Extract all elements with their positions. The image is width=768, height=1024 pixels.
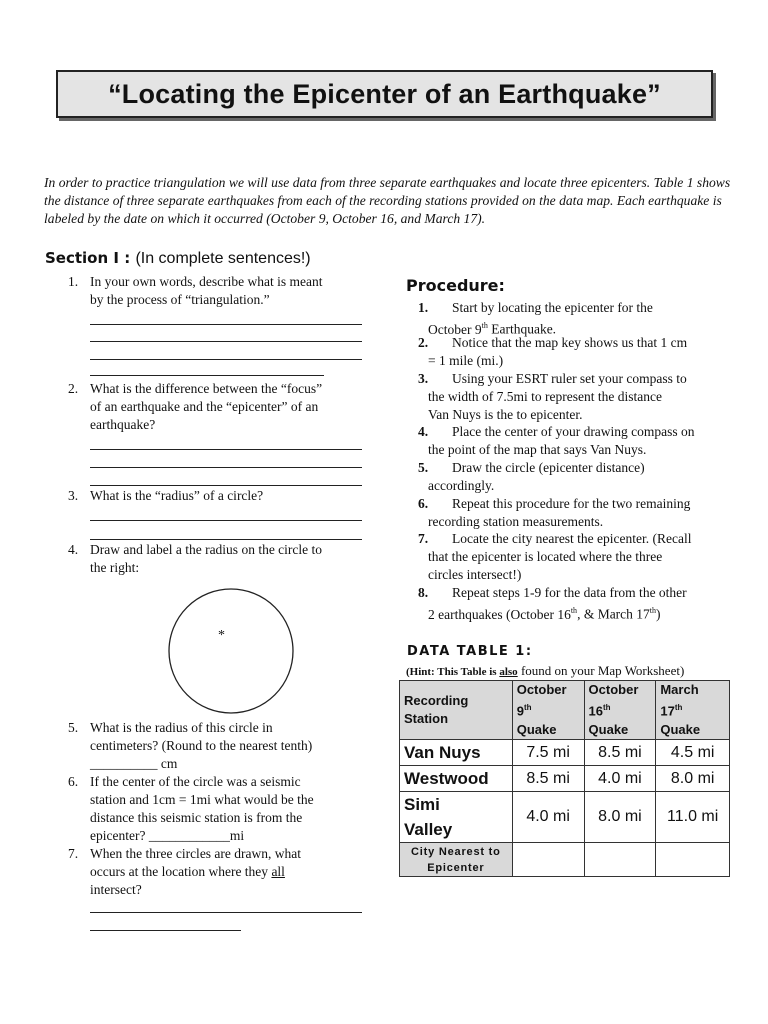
question-text: In your own words, describe what is meant by the process of “triangulation.” [90, 274, 323, 307]
question-number: 3. [68, 488, 79, 503]
header-march-17: March 17th Quake [656, 681, 730, 740]
question-number: 7. [68, 846, 79, 861]
table-row [400, 766, 730, 792]
question-number: 5. [68, 720, 79, 735]
question-number: 1. [68, 274, 79, 289]
data-table-hint: (Hint: This Table is also found on your Map Worksheet) [406, 663, 685, 678]
answer-line[interactable] [90, 359, 362, 360]
distance-cell: 7.5 mi [512, 740, 584, 766]
procedure-step-6: 6. Repeat this procedure for the two remaining recording station measurements. [418, 496, 691, 529]
question-number: 4. [68, 542, 79, 557]
question-number: 2. [68, 381, 79, 396]
table-header-row [400, 681, 730, 740]
distance-cell: 8.0 mi [656, 766, 730, 792]
answer-line[interactable] [90, 375, 324, 376]
data-table [399, 680, 730, 877]
answer-line[interactable] [90, 930, 241, 931]
question-text: When the three circles are drawn, what occurs at the location where they all intersect? [90, 846, 302, 897]
station-cell: Simi Valley [400, 792, 513, 843]
data-table-heading: DATA TABLE 1: [407, 644, 533, 659]
answer-line[interactable] [90, 912, 362, 913]
question-text: If the center of the circle was a seismic station and 1cm = 1mi what would be the distance this seismic station is from the epicenter? ____________mi [90, 774, 314, 843]
intro-paragraph: In order to practice triangulation we will use data from three separate earthquakes and locate three epicenters. Table 1 shows the distance of three separate earthquakes from each of the recording stations provided on the data map. Each earthquake is labeled by the date on which it occurred (October 9, October 16, and March 17). [44, 175, 731, 226]
circle-center-mark: * [218, 628, 225, 643]
procedure-step-7: 7. Locate the city nearest the epicenter. (Recall that the epicenter is located where the three circles intersect!) [418, 531, 692, 582]
answer-cell-october-9[interactable] [512, 843, 584, 877]
header-october-9: October 9th Quake [512, 681, 584, 740]
distance-cell: 8.5 mi [584, 740, 656, 766]
station-cell: Van Nuys [400, 740, 513, 766]
header-recording-station: Recording Station [400, 681, 513, 740]
section-subheading: (In complete sentences!) [135, 250, 311, 267]
procedure-heading: Procedure: [406, 276, 505, 295]
table-row [400, 740, 730, 766]
answer-line[interactable] [90, 341, 362, 342]
circle-outline [169, 589, 293, 713]
question-text: What is the radius of this circle in centimeters? (Round to the nearest tenth) __________ cm [90, 720, 313, 771]
answer-line[interactable] [90, 467, 362, 468]
procedure-step-2: 2. Notice that the map key shows us that 1 cm = 1 mile (mi.) [418, 335, 688, 368]
question-text: Draw and label a the radius on the circle to the right: [90, 542, 323, 575]
procedure-step-5: 5. Draw the circle (epicenter distance) accordingly. [418, 460, 645, 493]
page-title: “Locating the Epicenter of an Earthquake” [56, 70, 713, 118]
answer-line[interactable] [90, 520, 362, 521]
answer-line[interactable] [90, 449, 362, 450]
procedure-step-3: 3. Using your ESRT ruler set your compass to the width of 7.5mi to represent the distance Van Nuys is the to epicenter. [418, 371, 687, 422]
answer-cell-october-16[interactable] [584, 843, 656, 877]
distance-cell: 4.0 mi [512, 792, 584, 843]
table-footer-row [400, 843, 730, 877]
header-october-16: October 16th Quake [584, 681, 656, 740]
city-nearest-label: City Nearest to Epicenter [400, 843, 513, 877]
procedure-step-8: 8. Repeat steps 1-9 for the data from the other 2 earthquakes (October 16th, & March 17th) [418, 585, 687, 622]
distance-cell: 4.0 mi [584, 766, 656, 792]
station-cell: Westwood [400, 766, 513, 792]
procedure-step-1: 1. Start by locating the epicenter for the October 9th Earthquake. [418, 300, 653, 337]
question-text: What is the “radius” of a circle? [90, 488, 264, 503]
answer-line[interactable] [90, 485, 362, 486]
answer-cell-march-17[interactable] [656, 843, 730, 877]
table-row [400, 792, 730, 843]
procedure-step-4: 4. Place the center of your drawing compass on the point of the map that says Van Nuys. [418, 424, 695, 457]
distance-cell: 8.5 mi [512, 766, 584, 792]
answer-line[interactable] [90, 324, 362, 325]
distance-cell: 11.0 mi [656, 792, 730, 843]
distance-cell: 8.0 mi [584, 792, 656, 843]
practice-circle[interactable] [166, 586, 296, 716]
distance-cell: 4.5 mi [656, 740, 730, 766]
question-number: 6. [68, 774, 79, 789]
section-heading [45, 249, 311, 268]
answer-line[interactable] [90, 539, 362, 540]
section-label: Section I : [45, 249, 131, 267]
question-text: What is the difference between the “focus” of an earthquake and the “epicenter” of an earthquake? [90, 381, 323, 432]
